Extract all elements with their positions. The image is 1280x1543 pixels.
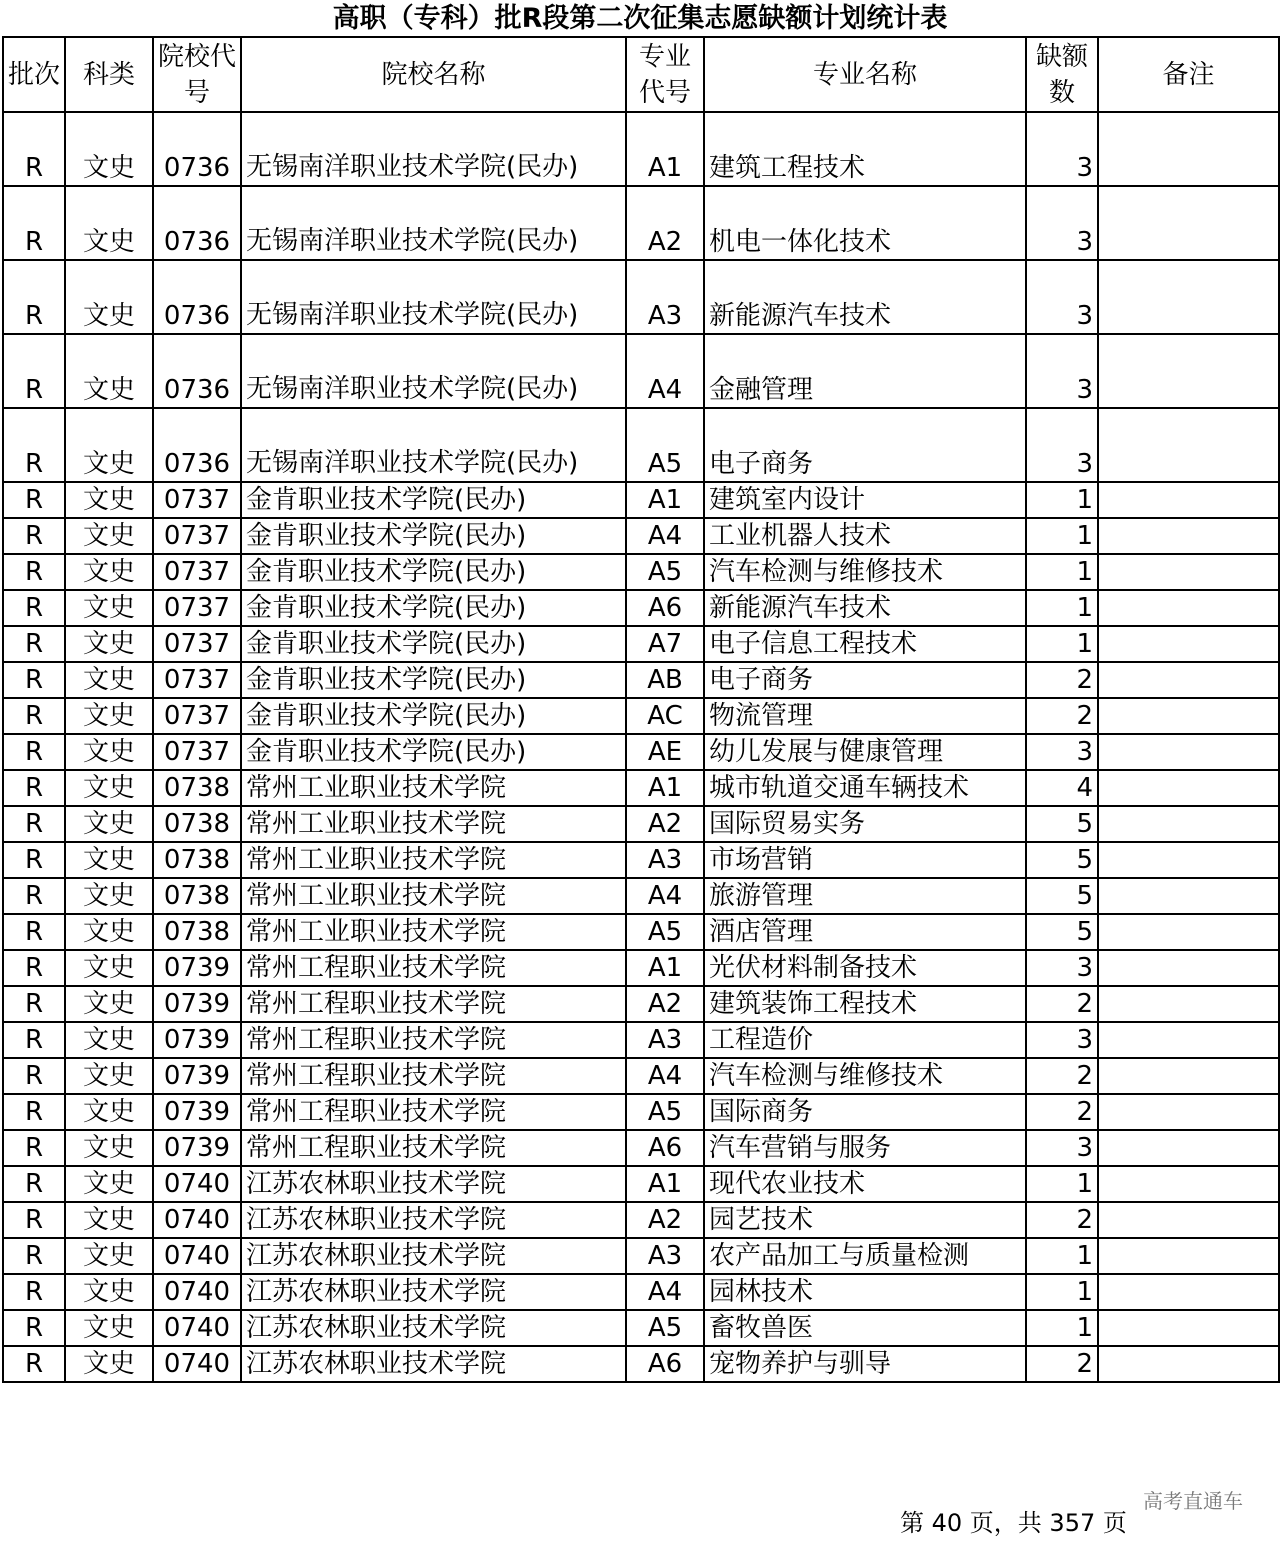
cell-school-name: 常州工业职业技术学院 — [241, 914, 626, 950]
cell-batch: R — [3, 878, 65, 914]
table-row — [3, 186, 1279, 260]
cell-category: 文史 — [65, 806, 153, 842]
cell-school-name: 常州工程职业技术学院 — [241, 1058, 626, 1094]
table-row — [3, 1022, 1279, 1058]
table-row — [3, 1058, 1279, 1094]
header-vacancies: 缺额数 — [1026, 37, 1098, 112]
cell-school-name: 常州工业职业技术学院 — [241, 878, 626, 914]
cell-remarks — [1098, 662, 1279, 698]
cell-remarks — [1098, 334, 1279, 408]
cell-vacancies: 5 — [1026, 842, 1098, 878]
cell-school-code: 0737 — [153, 626, 241, 662]
cell-major-code: A2 — [626, 186, 704, 260]
cell-school-name: 无锡南洋职业技术学院(民办) — [241, 408, 626, 482]
cell-vacancies: 3 — [1026, 334, 1098, 408]
cell-major-code: A5 — [626, 914, 704, 950]
cell-school-code: 0740 — [153, 1202, 241, 1238]
cell-batch: R — [3, 1022, 65, 1058]
cell-remarks — [1098, 1094, 1279, 1130]
cell-batch: R — [3, 1166, 65, 1202]
cell-vacancies: 3 — [1026, 1022, 1098, 1058]
table-row — [3, 1310, 1279, 1346]
cell-school-name: 常州工程职业技术学院 — [241, 950, 626, 986]
cell-batch: R — [3, 950, 65, 986]
cell-vacancies: 2 — [1026, 1058, 1098, 1094]
table-row — [3, 950, 1279, 986]
table-row — [3, 734, 1279, 770]
cell-major-name: 新能源汽车技术 — [704, 590, 1026, 626]
cell-vacancies: 1 — [1026, 1166, 1098, 1202]
cell-category: 文史 — [65, 482, 153, 518]
table-row — [3, 986, 1279, 1022]
cell-batch: R — [3, 1130, 65, 1166]
cell-major-code: A2 — [626, 1202, 704, 1238]
cell-category: 文史 — [65, 1202, 153, 1238]
cell-major-code: A2 — [626, 986, 704, 1022]
cell-remarks — [1098, 698, 1279, 734]
cell-major-name: 工程造价 — [704, 1022, 1026, 1058]
cell-school-name: 常州工程职业技术学院 — [241, 1130, 626, 1166]
cell-school-name: 金肯职业技术学院(民办) — [241, 554, 626, 590]
cell-major-name: 酒店管理 — [704, 914, 1026, 950]
cell-batch: R — [3, 186, 65, 260]
cell-batch: R — [3, 734, 65, 770]
cell-school-code: 0737 — [153, 554, 241, 590]
cell-school-name: 无锡南洋职业技术学院(民办) — [241, 186, 626, 260]
cell-category: 文史 — [65, 408, 153, 482]
cell-batch: R — [3, 482, 65, 518]
cell-category: 文史 — [65, 950, 153, 986]
cell-major-code: A4 — [626, 1274, 704, 1310]
cell-vacancies: 1 — [1026, 482, 1098, 518]
cell-major-name: 现代农业技术 — [704, 1166, 1026, 1202]
cell-batch: R — [3, 334, 65, 408]
cell-school-code: 0738 — [153, 842, 241, 878]
cell-remarks — [1098, 518, 1279, 554]
cell-school-name: 江苏农林职业技术学院 — [241, 1166, 626, 1202]
cell-major-name: 物流管理 — [704, 698, 1026, 734]
cell-vacancies: 3 — [1026, 408, 1098, 482]
cell-batch: R — [3, 842, 65, 878]
cell-major-name: 新能源汽车技术 — [704, 260, 1026, 334]
cell-major-code: A3 — [626, 842, 704, 878]
cell-remarks — [1098, 734, 1279, 770]
cell-school-name: 江苏农林职业技术学院 — [241, 1310, 626, 1346]
cell-school-code: 0737 — [153, 518, 241, 554]
cell-category: 文史 — [65, 662, 153, 698]
cell-major-name: 园艺技术 — [704, 1202, 1026, 1238]
cell-major-code: AC — [626, 698, 704, 734]
cell-remarks — [1098, 914, 1279, 950]
cell-major-code: A1 — [626, 1166, 704, 1202]
cell-vacancies: 1 — [1026, 1274, 1098, 1310]
cell-major-name: 畜牧兽医 — [704, 1310, 1026, 1346]
cell-major-name: 宠物养护与驯导 — [704, 1346, 1026, 1382]
table-row — [3, 662, 1279, 698]
cell-major-name: 机电一体化技术 — [704, 186, 1026, 260]
table-row — [3, 698, 1279, 734]
cell-school-name: 金肯职业技术学院(民办) — [241, 590, 626, 626]
cell-major-code: A6 — [626, 1130, 704, 1166]
cell-batch: R — [3, 698, 65, 734]
page-title: 高职（专科）批R段第二次征集志愿缺额计划统计表 — [332, 3, 948, 34]
cell-batch: R — [3, 770, 65, 806]
cell-batch: R — [3, 1310, 65, 1346]
cell-major-code: A4 — [626, 334, 704, 408]
cell-category: 文史 — [65, 186, 153, 260]
table-row — [3, 842, 1279, 878]
cell-remarks — [1098, 1022, 1279, 1058]
cell-school-code: 0740 — [153, 1238, 241, 1274]
header-major-code: 专业代号 — [626, 37, 704, 112]
cell-major-code: A4 — [626, 878, 704, 914]
cell-vacancies: 3 — [1026, 950, 1098, 986]
cell-school-name: 金肯职业技术学院(民办) — [241, 698, 626, 734]
cell-category: 文史 — [65, 554, 153, 590]
cell-major-code: A1 — [626, 482, 704, 518]
table-row — [3, 554, 1279, 590]
cell-remarks — [1098, 950, 1279, 986]
cell-school-code: 0737 — [153, 590, 241, 626]
cell-remarks — [1098, 260, 1279, 334]
cell-batch: R — [3, 590, 65, 626]
cell-major-code: A3 — [626, 260, 704, 334]
cell-school-name: 江苏农林职业技术学院 — [241, 1202, 626, 1238]
cell-school-name: 金肯职业技术学院(民办) — [241, 626, 626, 662]
cell-category: 文史 — [65, 878, 153, 914]
cell-category: 文史 — [65, 626, 153, 662]
cell-remarks — [1098, 112, 1279, 186]
cell-batch: R — [3, 626, 65, 662]
cell-school-code: 0737 — [153, 734, 241, 770]
cell-major-code: A5 — [626, 408, 704, 482]
table-row — [3, 1274, 1279, 1310]
table-row — [3, 408, 1279, 482]
cell-major-code: A2 — [626, 806, 704, 842]
cell-category: 文史 — [65, 1238, 153, 1274]
table-row — [3, 260, 1279, 334]
cell-major-code: AE — [626, 734, 704, 770]
cell-vacancies: 3 — [1026, 186, 1098, 260]
cell-remarks — [1098, 590, 1279, 626]
cell-category: 文史 — [65, 986, 153, 1022]
cell-school-code: 0739 — [153, 950, 241, 986]
cell-school-name: 江苏农林职业技术学院 — [241, 1274, 626, 1310]
cell-batch: R — [3, 112, 65, 186]
cell-major-code: A5 — [626, 1094, 704, 1130]
cell-category: 文史 — [65, 1166, 153, 1202]
cell-school-name: 无锡南洋职业技术学院(民办) — [241, 112, 626, 186]
table-row — [3, 1346, 1279, 1382]
cell-school-code: 0740 — [153, 1310, 241, 1346]
cell-vacancies: 1 — [1026, 1310, 1098, 1346]
cell-major-code: AB — [626, 662, 704, 698]
cell-major-code: A1 — [626, 950, 704, 986]
cell-school-code: 0736 — [153, 260, 241, 334]
cell-major-code: A6 — [626, 590, 704, 626]
cell-school-code: 0737 — [153, 698, 241, 734]
cell-major-name: 城市轨道交通车辆技术 — [704, 770, 1026, 806]
cell-major-name: 汽车营销与服务 — [704, 1130, 1026, 1166]
cell-major-name: 光伏材料制备技术 — [704, 950, 1026, 986]
cell-remarks — [1098, 554, 1279, 590]
cell-school-name: 金肯职业技术学院(民办) — [241, 734, 626, 770]
cell-category: 文史 — [65, 334, 153, 408]
cell-major-code: A3 — [626, 1238, 704, 1274]
header-school-name: 院校名称 — [241, 37, 626, 112]
header-school-code: 院校代号 — [153, 37, 241, 112]
cell-remarks — [1098, 1166, 1279, 1202]
cell-category: 文史 — [65, 1346, 153, 1382]
cell-batch: R — [3, 1058, 65, 1094]
cell-batch: R — [3, 1346, 65, 1382]
watermark-text: 高考直通车 — [1143, 1489, 1243, 1513]
cell-category: 文史 — [65, 842, 153, 878]
cell-major-code: A5 — [626, 554, 704, 590]
cell-vacancies: 5 — [1026, 878, 1098, 914]
cell-remarks — [1098, 770, 1279, 806]
cell-major-name: 旅游管理 — [704, 878, 1026, 914]
cell-remarks — [1098, 1238, 1279, 1274]
cell-remarks — [1098, 1130, 1279, 1166]
cell-school-name: 金肯职业技术学院(民办) — [241, 662, 626, 698]
cell-category: 文史 — [65, 734, 153, 770]
cell-major-name: 汽车检测与维修技术 — [704, 1058, 1026, 1094]
header-batch: 批次 — [3, 37, 65, 112]
cell-school-name: 常州工程职业技术学院 — [241, 1094, 626, 1130]
cell-category: 文史 — [65, 518, 153, 554]
cell-major-code: A3 — [626, 1022, 704, 1058]
table-row — [3, 806, 1279, 842]
table-row — [3, 590, 1279, 626]
cell-major-name: 国际商务 — [704, 1094, 1026, 1130]
cell-category: 文史 — [65, 1058, 153, 1094]
cell-vacancies: 1 — [1026, 590, 1098, 626]
cell-vacancies: 1 — [1026, 626, 1098, 662]
cell-remarks — [1098, 842, 1279, 878]
cell-remarks — [1098, 1310, 1279, 1346]
table-body — [3, 112, 1279, 1382]
cell-school-code: 0740 — [153, 1274, 241, 1310]
cell-vacancies: 5 — [1026, 914, 1098, 950]
cell-major-name: 电子商务 — [704, 662, 1026, 698]
cell-remarks — [1098, 408, 1279, 482]
cell-batch: R — [3, 662, 65, 698]
cell-remarks — [1098, 1274, 1279, 1310]
cell-remarks — [1098, 986, 1279, 1022]
cell-school-code: 0738 — [153, 878, 241, 914]
cell-school-code: 0736 — [153, 408, 241, 482]
cell-school-code: 0736 — [153, 186, 241, 260]
cell-vacancies: 3 — [1026, 112, 1098, 186]
cell-school-code: 0739 — [153, 1022, 241, 1058]
cell-major-name: 国际贸易实务 — [704, 806, 1026, 842]
cell-batch: R — [3, 260, 65, 334]
cell-school-code: 0739 — [153, 1094, 241, 1130]
cell-vacancies: 1 — [1026, 1238, 1098, 1274]
cell-school-code: 0736 — [153, 334, 241, 408]
cell-major-code: A7 — [626, 626, 704, 662]
cell-school-name: 金肯职业技术学院(民办) — [241, 518, 626, 554]
cell-school-name: 常州工业职业技术学院 — [241, 806, 626, 842]
cell-vacancies: 5 — [1026, 806, 1098, 842]
cell-vacancies: 2 — [1026, 1202, 1098, 1238]
header-category: 科类 — [65, 37, 153, 112]
cell-category: 文史 — [65, 770, 153, 806]
cell-category: 文史 — [65, 1310, 153, 1346]
cell-vacancies: 2 — [1026, 986, 1098, 1022]
table-row — [3, 770, 1279, 806]
table-row — [3, 626, 1279, 662]
vacancy-table — [2, 36, 1280, 1383]
cell-vacancies: 2 — [1026, 662, 1098, 698]
header-major-name: 专业名称 — [704, 37, 1026, 112]
cell-batch: R — [3, 986, 65, 1022]
cell-school-code: 0736 — [153, 112, 241, 186]
table-row — [3, 914, 1279, 950]
cell-vacancies: 1 — [1026, 518, 1098, 554]
cell-school-code: 0739 — [153, 986, 241, 1022]
cell-vacancies: 3 — [1026, 1130, 1098, 1166]
cell-school-code: 0740 — [153, 1166, 241, 1202]
cell-remarks — [1098, 482, 1279, 518]
cell-school-code: 0738 — [153, 806, 241, 842]
cell-school-name: 常州工业职业技术学院 — [241, 842, 626, 878]
table-row — [3, 482, 1279, 518]
cell-major-name: 幼儿发展与健康管理 — [704, 734, 1026, 770]
cell-school-code: 0739 — [153, 1130, 241, 1166]
cell-school-code: 0737 — [153, 662, 241, 698]
cell-vacancies: 4 — [1026, 770, 1098, 806]
cell-major-name: 农产品加工与质量检测 — [704, 1238, 1026, 1274]
cell-school-name: 常州工程职业技术学院 — [241, 1022, 626, 1058]
cell-major-name: 园林技术 — [704, 1274, 1026, 1310]
cell-school-name: 常州工业职业技术学院 — [241, 770, 626, 806]
cell-remarks — [1098, 186, 1279, 260]
header-remarks: 备注 — [1098, 37, 1279, 112]
cell-category: 文史 — [65, 590, 153, 626]
cell-major-name: 电子商务 — [704, 408, 1026, 482]
cell-batch: R — [3, 806, 65, 842]
cell-school-name: 常州工程职业技术学院 — [241, 986, 626, 1022]
cell-major-name: 市场营销 — [704, 842, 1026, 878]
cell-vacancies: 3 — [1026, 260, 1098, 334]
cell-major-code: A1 — [626, 112, 704, 186]
cell-school-code: 0739 — [153, 1058, 241, 1094]
cell-major-name: 建筑工程技术 — [704, 112, 1026, 186]
cell-remarks — [1098, 806, 1279, 842]
cell-major-code: A4 — [626, 518, 704, 554]
cell-school-name: 金肯职业技术学院(民办) — [241, 482, 626, 518]
cell-vacancies: 2 — [1026, 1094, 1098, 1130]
cell-category: 文史 — [65, 1022, 153, 1058]
cell-major-code: A4 — [626, 1058, 704, 1094]
cell-major-name: 汽车检测与维修技术 — [704, 554, 1026, 590]
cell-remarks — [1098, 878, 1279, 914]
cell-remarks — [1098, 1202, 1279, 1238]
cell-school-code: 0740 — [153, 1346, 241, 1382]
cell-major-name: 电子信息工程技术 — [704, 626, 1026, 662]
table-row — [3, 1130, 1279, 1166]
cell-major-name: 建筑室内设计 — [704, 482, 1026, 518]
cell-major-name: 工业机器人技术 — [704, 518, 1026, 554]
cell-category: 文史 — [65, 1130, 153, 1166]
cell-school-name: 无锡南洋职业技术学院(民办) — [241, 260, 626, 334]
cell-batch: R — [3, 1274, 65, 1310]
cell-vacancies: 2 — [1026, 1346, 1098, 1382]
cell-vacancies: 2 — [1026, 698, 1098, 734]
cell-batch: R — [3, 1094, 65, 1130]
cell-remarks — [1098, 626, 1279, 662]
cell-remarks — [1098, 1346, 1279, 1382]
cell-batch: R — [3, 1202, 65, 1238]
cell-vacancies: 1 — [1026, 554, 1098, 590]
cell-category: 文史 — [65, 112, 153, 186]
table-row — [3, 1202, 1279, 1238]
cell-major-code: A5 — [626, 1310, 704, 1346]
table-row — [3, 1094, 1279, 1130]
table-row — [3, 334, 1279, 408]
cell-batch: R — [3, 1238, 65, 1274]
table-row — [3, 518, 1279, 554]
cell-major-code: A6 — [626, 1346, 704, 1382]
cell-category: 文史 — [65, 1094, 153, 1130]
cell-major-name: 金融管理 — [704, 334, 1026, 408]
header-row — [3, 37, 1279, 112]
cell-batch: R — [3, 518, 65, 554]
cell-remarks — [1098, 1058, 1279, 1094]
cell-school-name: 江苏农林职业技术学院 — [241, 1346, 626, 1382]
cell-major-name: 建筑装饰工程技术 — [704, 986, 1026, 1022]
table-row — [3, 878, 1279, 914]
cell-category: 文史 — [65, 1274, 153, 1310]
cell-school-code: 0737 — [153, 482, 241, 518]
cell-category: 文史 — [65, 260, 153, 334]
cell-school-code: 0738 — [153, 770, 241, 806]
cell-category: 文史 — [65, 698, 153, 734]
table-row — [3, 1238, 1279, 1274]
page-number: 第 40 页，共 357 页 — [900, 1509, 1127, 1537]
cell-batch: R — [3, 408, 65, 482]
cell-school-name: 江苏农林职业技术学院 — [241, 1238, 626, 1274]
cell-school-code: 0738 — [153, 914, 241, 950]
cell-vacancies: 3 — [1026, 734, 1098, 770]
cell-batch: R — [3, 554, 65, 590]
cell-category: 文史 — [65, 914, 153, 950]
cell-batch: R — [3, 914, 65, 950]
cell-school-name: 无锡南洋职业技术学院(民办) — [241, 334, 626, 408]
table-row — [3, 112, 1279, 186]
cell-major-code: A1 — [626, 770, 704, 806]
table-row — [3, 1166, 1279, 1202]
